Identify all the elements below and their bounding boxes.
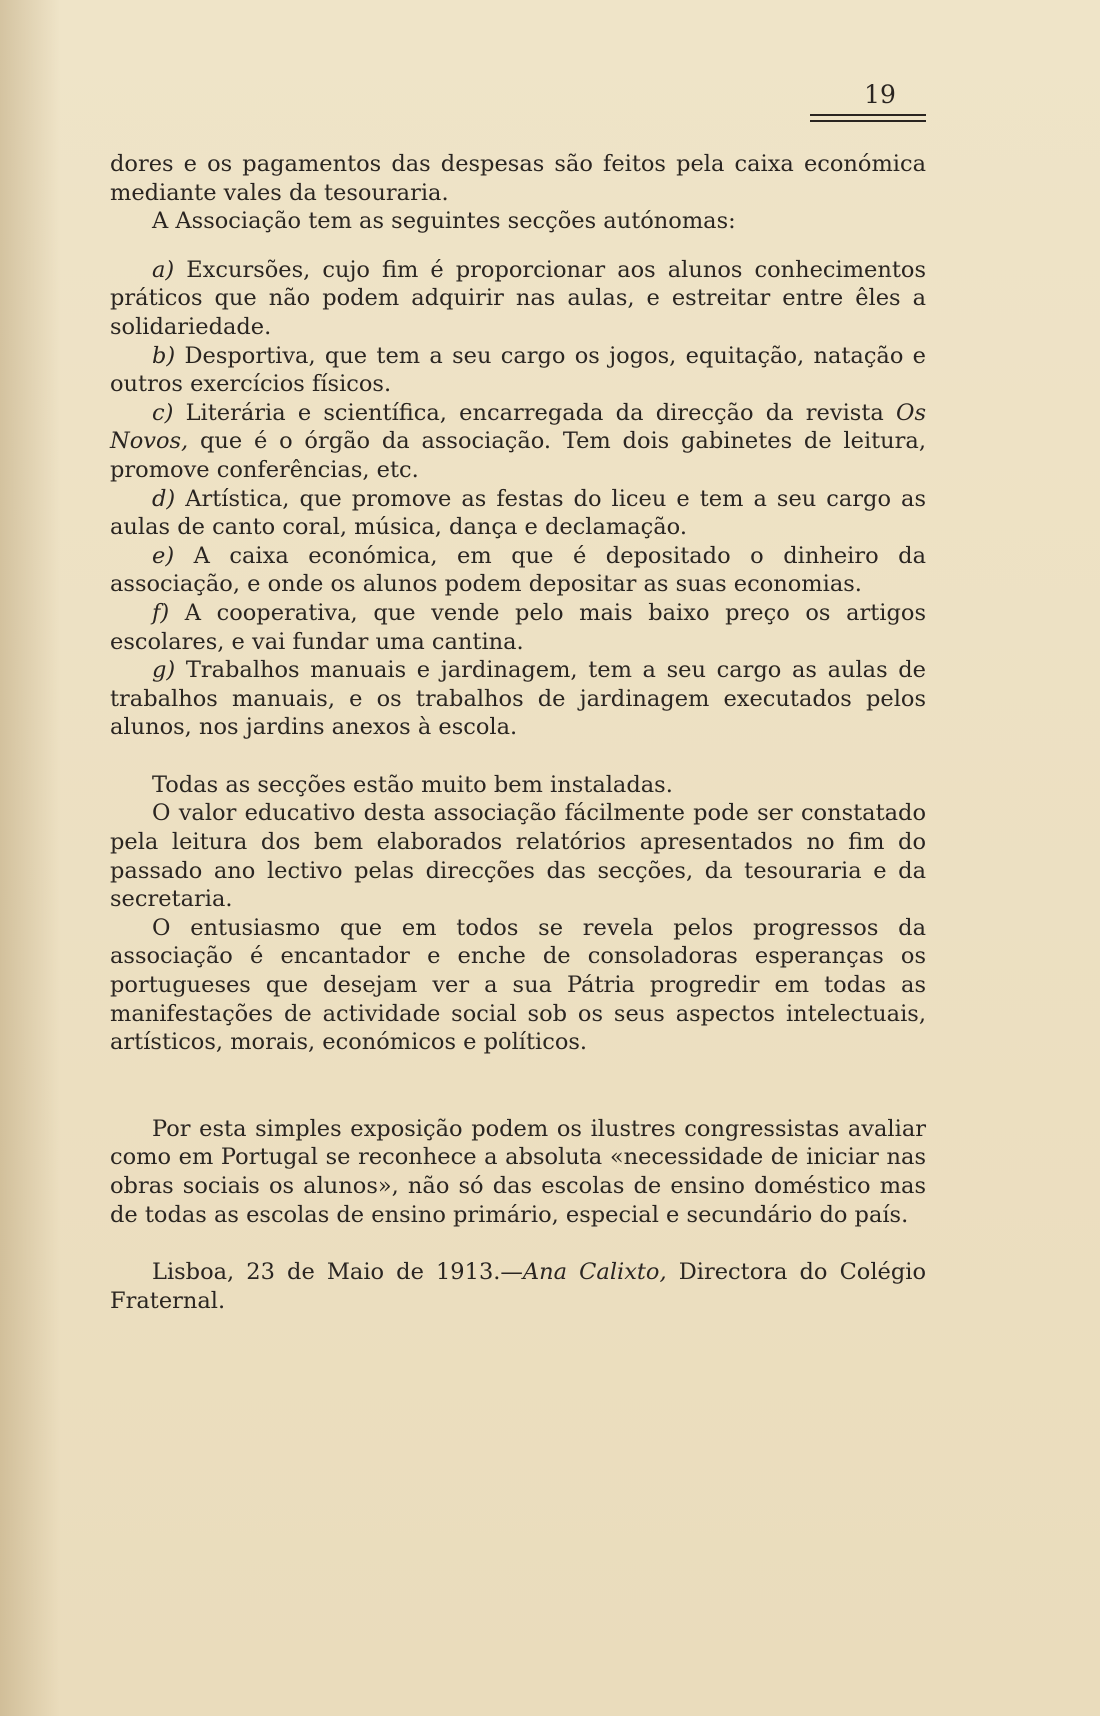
page-number: 19 <box>864 80 896 109</box>
signature-line <box>110 1258 926 1315</box>
section-g <box>110 656 926 742</box>
list-marker: d) <box>152 485 176 512</box>
journal-title: Os Novos, <box>110 399 926 455</box>
page-number-rule <box>810 120 926 122</box>
paragraph: O valor educativo desta associação fácilmente pode ser constatado pela leitura dos bem elaborados relatórios apresentados no fim do passado ano lectivo pelas direcções das secções, da tesouraria e da secretaria. <box>110 800 926 913</box>
paragraph: A Associação tem as seguintes secções autónomas: <box>152 208 736 235</box>
section-a <box>110 256 926 342</box>
section-text: Literária e scientífica, encarregada da direcção da revista <box>173 399 896 426</box>
section-f <box>110 599 926 656</box>
list-marker: g) <box>152 657 176 684</box>
paragraph: Por esta simples exposição podem os ilustres congressistas avaliar como em Portugal se reconhece a absoluta «necessidade de iniciar nas obras sociais os alunos», não só das escolas de ensino doméstico mas de todas as escolas de ensino primário, especial e secundário do país. <box>110 1115 926 1228</box>
section-text: que é o órgão da associação. Tem dois gabinetes de leitura, promove conferências, etc. <box>110 428 926 483</box>
paragraph: dores e os pagamentos das despesas são feitos pela caixa económica mediante vales da tesouraria. <box>110 151 926 206</box>
body-text <box>110 150 926 1315</box>
page-number-rule <box>810 114 926 116</box>
list-marker: e) <box>152 542 175 569</box>
list-marker: a) <box>152 256 175 283</box>
section-b <box>110 342 926 399</box>
section-text: Trabalhos manuais e jardinagem, tem a seu cargo as aulas de trabalhos manuais, e os trabalhos de jardinagem executados pelos alunos, nos jardins anexos à escola. <box>110 657 926 741</box>
list-marker: f) <box>152 599 170 626</box>
author-title: Directora do Colégio Fraternal. <box>110 1259 926 1314</box>
paragraph: Todas as secções estão muito bem instaladas. <box>152 771 673 798</box>
section-text: Artística, que promove as festas do liceu e tem a seu cargo as aulas de canto coral, música, dança e declamação. <box>110 485 926 541</box>
place-date: Lisboa, 23 de Maio de 1913.— <box>152 1259 523 1286</box>
section-text: Excursões, cujo fim é proporcionar aos alunos conhecimentos práticos que não podem adquirir nas aulas, e estreitar entre êles a solidariedade. <box>110 256 926 340</box>
section-c <box>110 399 926 485</box>
list-marker: c) <box>152 399 174 426</box>
section-text: Desportiva, que tem a seu cargo os jogos, equitação, natação e outros exercícios físicos. <box>110 342 926 398</box>
list-marker: b) <box>152 342 176 369</box>
author-name: Ana Calixto, <box>522 1259 667 1286</box>
section-e <box>110 542 926 599</box>
section-text: A cooperativa, que vende pelo mais baixo preço os artigos escolares, e vai fundar uma cantina. <box>110 599 926 655</box>
section-text: A caixa económica, em que é depositado o dinheiro da associação, e onde os alunos podem depositar as suas economias. <box>110 542 926 598</box>
section-d <box>110 485 926 542</box>
paragraph: O entusiasmo que em todos se revela pelos progressos da associação é encantador e enche de consoladoras esperanças os portugueses que desejam ver a sua Pátria progredir em todas as manifestações de actividade social sob os seus aspectos intelectuais, artísticos, morais, económicos e políticos. <box>110 914 926 1056</box>
